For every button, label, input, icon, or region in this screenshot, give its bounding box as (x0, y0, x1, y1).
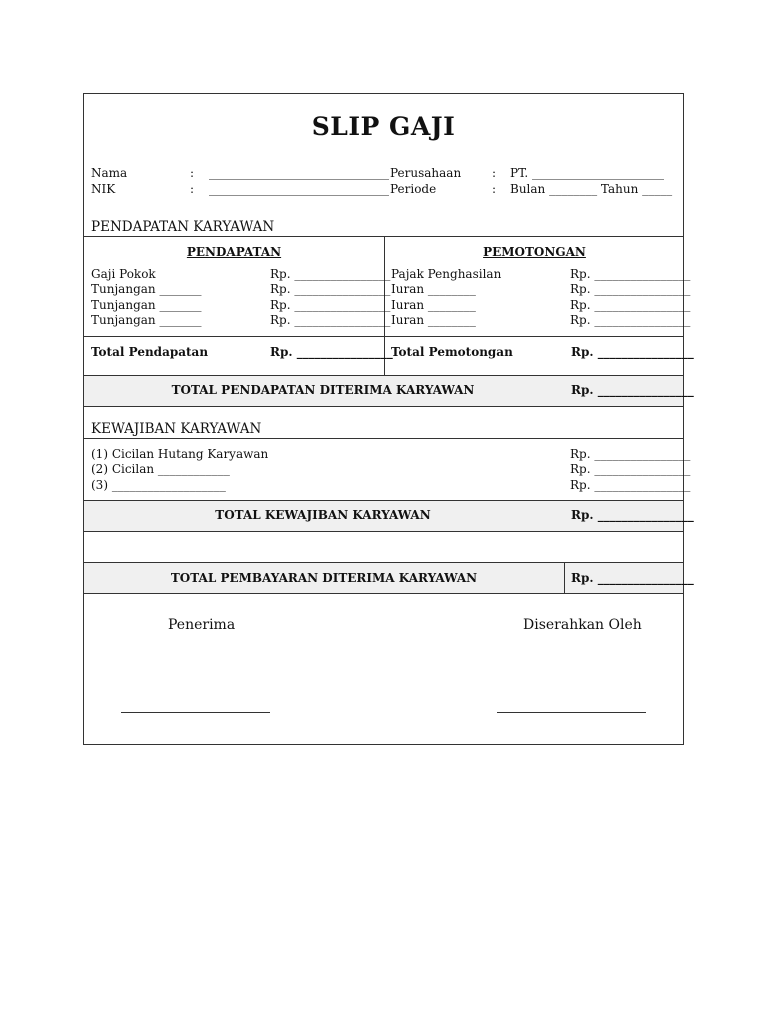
penerima-label: Penerima (168, 617, 236, 633)
pendapatan-row-amount: Rp. ________________ (270, 313, 391, 327)
pendapatan-row-amount: Rp. ________________ (270, 298, 391, 312)
divider (84, 531, 683, 532)
total-pendapatan-diterima-label: TOTAL PENDAPATAN DITERIMA KARYAWAN (171, 383, 475, 397)
kewajiban-section-title: KEWAJIBAN KARYAWAN (91, 421, 262, 437)
nama-field: ______________________________ (209, 166, 389, 180)
perusahaan-field: PT. ______________________ (510, 166, 664, 180)
periode-field: Bulan ________ Tahun _____ (510, 182, 673, 196)
periode-colon: : (492, 182, 497, 196)
slip-title: SLIP GAJI (311, 112, 456, 141)
nik-label: NIK (91, 182, 116, 196)
perusahaan-colon: : (492, 166, 497, 180)
divider (84, 500, 683, 501)
nama-label: Nama (91, 166, 128, 180)
pendapatan-row-label: Tunjangan _______ (91, 313, 202, 327)
total-pemotongan-amount: Rp. ________________ (571, 345, 694, 359)
kewajiban-row-label: (3) ___________________ (91, 478, 226, 492)
pendapatan-heading: PENDAPATAN (186, 245, 282, 259)
pendapatan-row-label: Gaji Pokok (91, 267, 156, 281)
pemotongan-row-label: Iuran ________ (391, 298, 476, 312)
divider (84, 438, 683, 439)
nik-field: ______________________________ (209, 182, 389, 196)
divider (84, 336, 683, 337)
perusahaan-label: Perusahaan (390, 166, 462, 180)
total-pembayaran-amount: Rp. ________________ (571, 571, 694, 585)
pemotongan-row-label: Iuran ________ (391, 282, 476, 296)
nik-colon: : (190, 182, 195, 196)
pendapatan-section-title: PENDAPATAN KARYAWAN (91, 219, 275, 235)
pemotongan-row-label: Pajak Penghasilan (391, 267, 502, 281)
pemotongan-row-label: Iuran ________ (391, 313, 476, 327)
diserahkan-oleh-label: Diserahkan Oleh (523, 617, 642, 633)
pemotongan-heading: PEMOTONGAN (483, 245, 586, 259)
diserahkan-signature-line (497, 712, 646, 713)
nama-colon: : (190, 166, 195, 180)
kewajiban-row-label: (1) Cicilan Hutang Karyawan (91, 447, 269, 461)
pendapatan-row-amount: Rp. ________________ (270, 267, 391, 281)
pemotongan-row-amount: Rp. ________________ (570, 267, 691, 281)
total-pembayaran-label: TOTAL PEMBAYARAN DITERIMA KARYAWAN (170, 571, 478, 585)
divider (84, 375, 683, 376)
column-divider (564, 562, 565, 593)
penerima-signature-line (121, 712, 270, 713)
pendapatan-row-label: Tunjangan _______ (91, 282, 202, 296)
periode-label: Periode (390, 182, 437, 196)
divider (84, 406, 683, 407)
total-pemotongan-label: Total Pemotongan (391, 345, 513, 359)
kewajiban-row-amount: Rp. ________________ (570, 462, 691, 476)
kewajiban-row-amount: Rp. ________________ (570, 447, 691, 461)
pemotongan-row-amount: Rp. ________________ (570, 298, 691, 312)
total-kewajiban-amount: Rp. ________________ (571, 508, 694, 522)
pendapatan-row-label: Tunjangan _______ (91, 298, 202, 312)
kewajiban-row-label: (2) Cicilan ____________ (91, 462, 230, 476)
pendapatan-row-amount: Rp. ________________ (270, 282, 391, 296)
total-pendapatan-diterima-amount: Rp. ________________ (571, 383, 694, 397)
pemotongan-row-amount: Rp. ________________ (570, 313, 691, 327)
salary-slip (83, 93, 694, 745)
divider (84, 593, 683, 594)
kewajiban-row-amount: Rp. ________________ (570, 478, 691, 492)
total-kewajiban-label: TOTAL KEWAJIBAN KARYAWAN (215, 508, 431, 522)
pemotongan-row-amount: Rp. ________________ (570, 282, 691, 296)
total-pendapatan-label: Total Pendapatan (91, 345, 209, 359)
total-pendapatan-amount: Rp. ________________ (270, 345, 393, 359)
